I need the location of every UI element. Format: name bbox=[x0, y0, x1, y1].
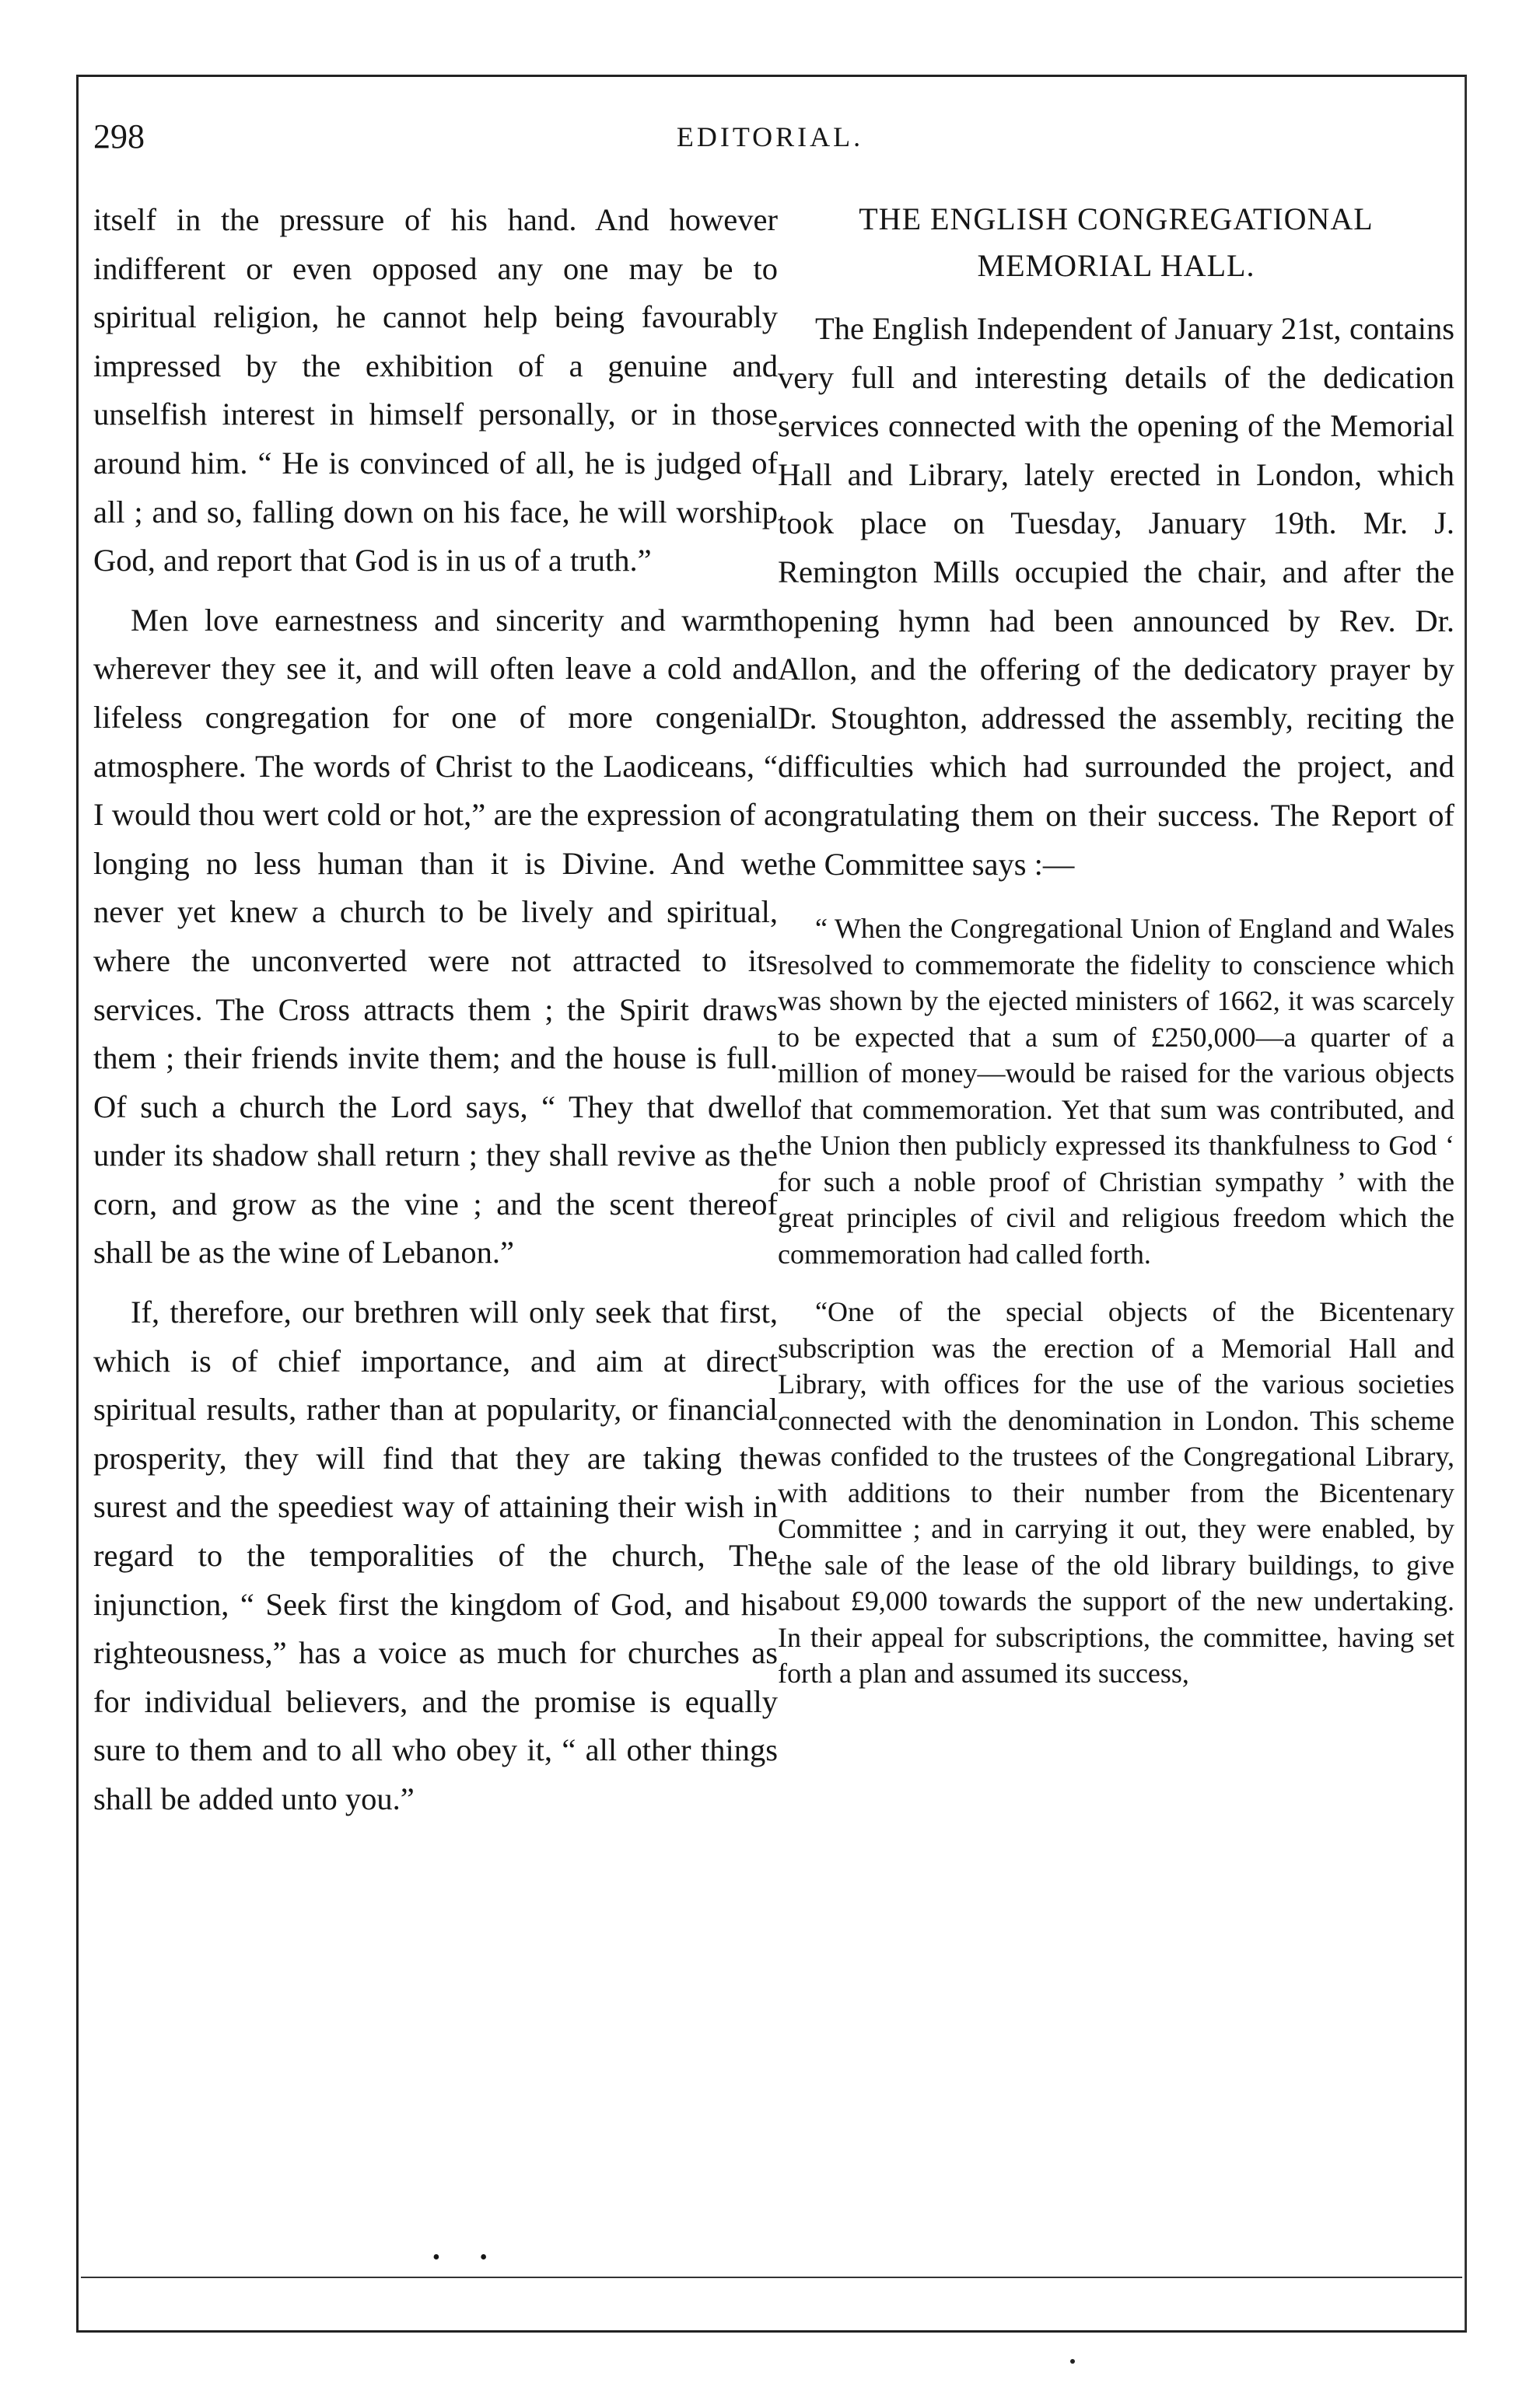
footer-dots: • • bbox=[432, 2245, 505, 2270]
bottom-rule bbox=[81, 2277, 1462, 2278]
article-title: THE ENGLISH CONGREGATIONAL MEMORIAL HALL. bbox=[859, 201, 1374, 283]
report-quote-2: “One of the special objects of the Bicentenary subscription was the erection of a Memorial Hall and Library, with offices for the use of the various societies connected with the denomination in London. This scheme was confided to the trustees of the Congregational Library, with additions to their number from the Bicentenary Committee ; and in carrying it out, they were enabled, by the sale of the lease of the old library buildings, to give about £9,000 towards the support of the new undertaking. In their appeal for subscriptions, the committee, having set forth a plan and assumed its success, bbox=[778, 1296, 1454, 1690]
article-intro: The English Independent of January 21st, contains very full and interesting details of the dedication services connected with the opening of the Memorial Hall and Library, lately erected in London, which took place on Tuesday, January 19th. Mr. J. Remington Mills occupied the chair, and after the opening hymn had been announced by Rev. Dr. Allon, and the offering of the dedicatory prayer by Dr. Stoughton, addressed the assembly, reciting the difficulties which had surrounded the project, and congratulating them on their success. The Report of the Committee says :— bbox=[778, 311, 1454, 882]
left-paragraph-2: Men love earnestness and sincerity and warmth wherever they see it, and will often leave a cold and lifeless congregation for one of more congenial atmosphere. The words of Christ to the Laodiceans, “ I would thou wert cold or hot,” are the expression of a longing no less human than it is Divine. And we never yet knew a church to be lively and spiritual, where the unconverted were not attracted to its services. The Cross attracts them ; the Spirit draws them ; their friends invite them; and the house is full. Of such a church the Lord says, “ They that dwell under its shadow shall return ; they shall revive as the corn, and grow as the vine ; and the scent thereof shall be as the wine of Lebanon.” bbox=[93, 602, 778, 1270]
page-number: 298 bbox=[93, 117, 145, 156]
left-paragraph-1: itself in the pressure of his hand. And however indifferent or even opposed any one may be to spiritual religion, he cannot help being favourably impressed by the exhibition of a genuine and unselfish interest in himself personally, or in those around him. “ He is convinced of all, he is judged of all ; and so, falling down on his face, he will worship God, and report that God is in us of a truth.” bbox=[93, 202, 778, 578]
running-head: EDITORIAL. bbox=[676, 121, 864, 152]
report-quote-1: “ When the Congregational Union of England and Wales resolved to commemorate the fidelity to conscience which was shown by the ejected ministers of 1662, it was scarcely to be expected that a sum of £250,000—a quarter of a million of money—would be raised for the various objects of that commemoration. Yet that sum was contributed, and the Union then publicly expressed its thankfulness to God ‘ for such a noble proof of Christian sympathy ’ with the great principles of civil and religious freedom which the commemoration had called forth. bbox=[778, 913, 1454, 1270]
stray-mark bbox=[1070, 2359, 1075, 2364]
right-column bbox=[778, 196, 1454, 1692]
left-column bbox=[93, 196, 778, 1824]
page-header bbox=[93, 114, 1447, 160]
left-paragraph-3: If, therefore, our brethren will only seek that first, which is of chief importance, and aim at direct spiritual results, rather than at popularity, or financial prosperity, they will find that they are taking the surest and the speediest way of attaining their wish in regard to the temporalities of the church, The injunction, “ Seek first the kingdom of God, and his righteousness,” has a voice as much for churches as for individual believers, and the promise is equally sure to them and to all who obey it, “ all other things shall be added unto you.” bbox=[93, 1295, 778, 1816]
